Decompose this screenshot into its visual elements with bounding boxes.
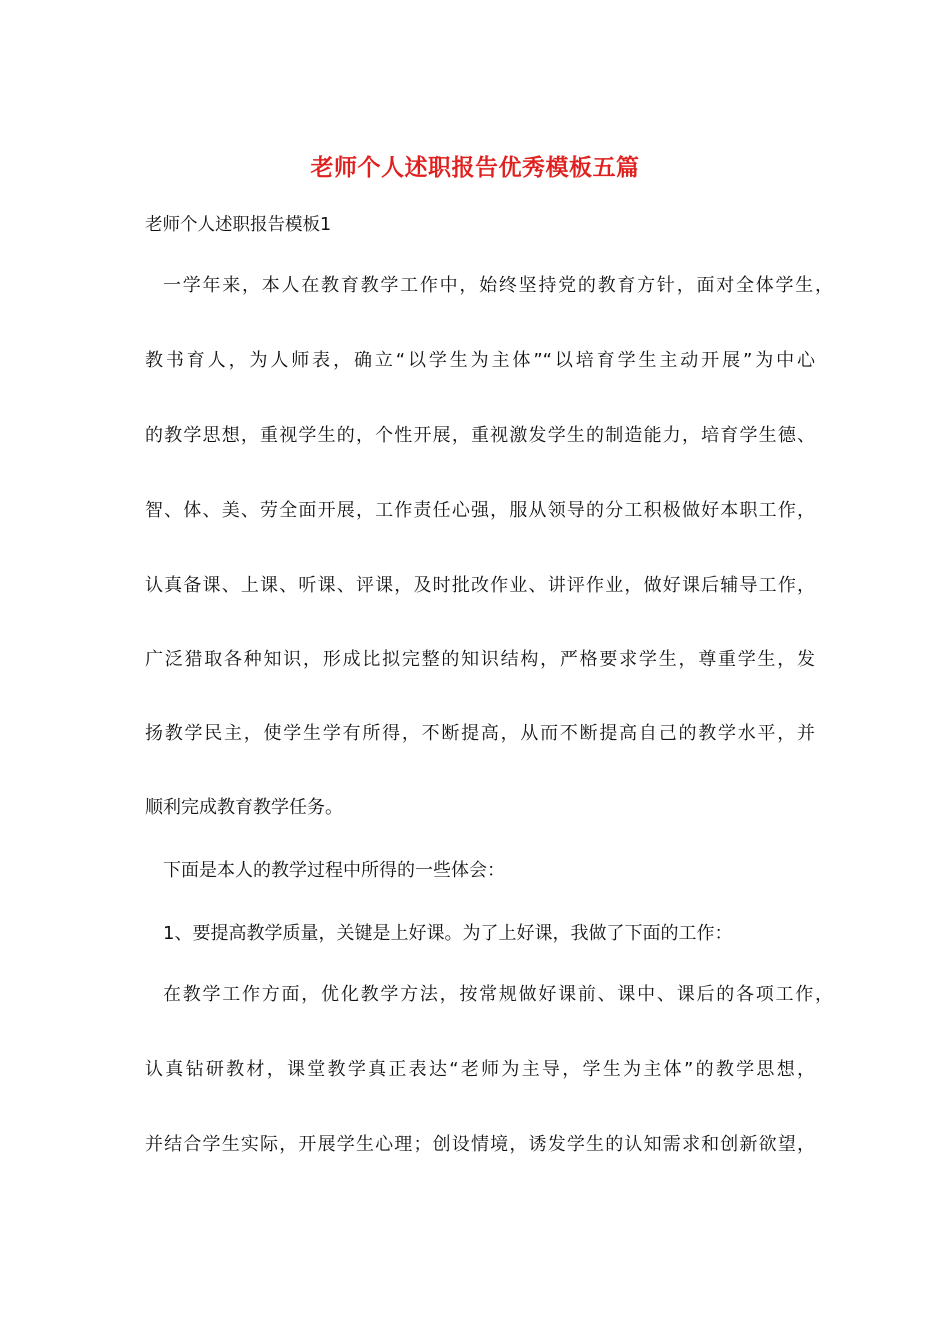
paragraph-line: 1、要提高教学质量，关键是上好课。为了上好课，我做了下面的工作：: [163, 923, 733, 944]
paragraph-line: 一学年来，本人在教育教学工作中，始终坚持党的教育方针，面对全体学生，: [163, 275, 833, 296]
paragraph-line: 认真备课、上课、听课、评课，及时批改作业、讲评作业，做好课后辅导工作，: [145, 575, 815, 596]
paragraph-line: 并结合学生实际，开展学生心理；创设情境，诱发学生的认知需求和创新欲望，: [145, 1134, 815, 1155]
paragraph-line: 教书育人，为人师表，确立“以学生为主体”“以培育学生主动开展”为中心: [145, 350, 815, 371]
paragraph-line: 在教学工作方面，优化教学方法，按常规做好课前、课中、课后的各项工作，: [163, 984, 833, 1005]
paragraph-line: 的教学思想，重视学生的，个性开展，重视激发学生的制造能力，培育学生德、: [145, 425, 815, 446]
paragraph-line: 扬教学民主，使学生学有所得，不断提高，从而不断提高自己的教学水平，并: [145, 723, 815, 744]
paragraph-line: 广泛猎取各种知识，形成比拟完整的知识结构，严格要求学生，尊重学生，发: [145, 649, 815, 670]
paragraph-line: 顺利完成教育教学任务。: [145, 797, 343, 818]
document-title: 老师个人述职报告优秀模板五篇: [310, 154, 640, 181]
paragraph-line: 智、体、美、劳全面开展，工作责任心强，服从领导的分工积极做好本职工作，: [145, 500, 815, 521]
paragraph-line: 认真钻研教材，课堂教学真正表达“老师为主导，学生为主体”的教学思想，: [145, 1059, 815, 1080]
section-heading: 老师个人述职报告模板1: [145, 215, 332, 235]
paragraph-line: 下面是本人的教学过程中所得的一些体会：: [163, 860, 505, 881]
